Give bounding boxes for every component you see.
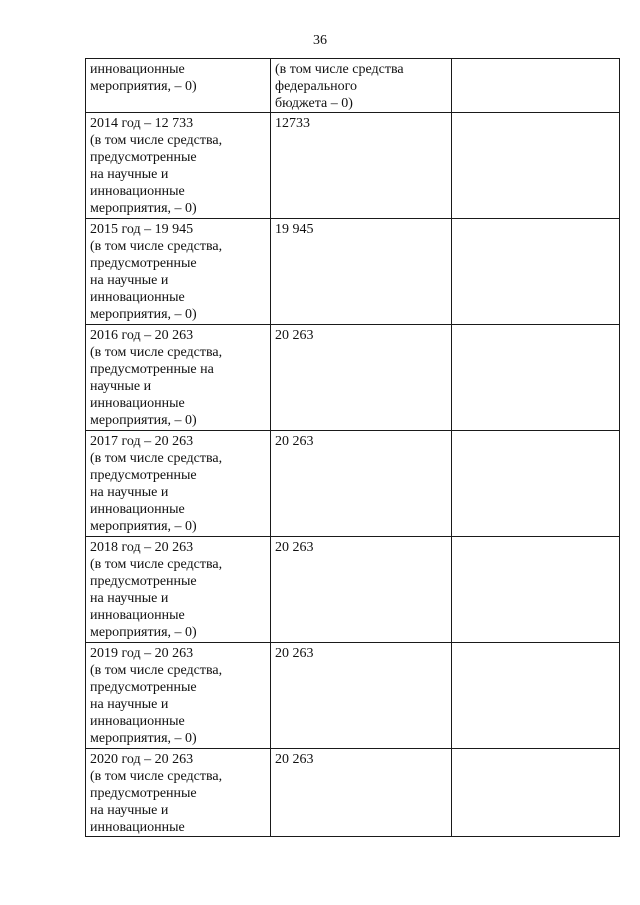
table-row <box>86 643 620 749</box>
table-cell-period <box>86 537 271 643</box>
table-cell-empty <box>452 113 620 219</box>
table-cell-empty <box>452 219 620 325</box>
table-row <box>86 749 620 837</box>
cell-text: 12733 <box>275 116 310 131</box>
cell-text: 20 263 <box>275 328 314 343</box>
table-cell-empty <box>452 749 620 837</box>
table-cell-amount <box>271 431 452 537</box>
table-row <box>86 431 620 537</box>
table-cell-period <box>86 431 271 537</box>
table-cell-amount <box>271 325 452 431</box>
table-row <box>86 325 620 431</box>
table-row <box>86 59 620 113</box>
page-number: 36 <box>313 33 327 48</box>
cell-text: 20 263 <box>275 434 314 449</box>
table-cell-period <box>86 113 271 219</box>
cell-text: 20 263 <box>275 646 314 661</box>
table-cell-period <box>86 59 271 113</box>
cell-text: 20 263 <box>275 752 314 767</box>
table-cell-amount <box>271 537 452 643</box>
cell-text: 2015 год – 19 945 (в том числе средства, предусмотренные на научные и инновационные мероприятия, – 0) <box>90 222 223 322</box>
table-cell-amount <box>271 59 452 113</box>
cell-text: 2016 год – 20 263 (в том числе средства, предусмотренные на научные и инновационные мероприятия, – 0) <box>90 328 223 428</box>
table-cell-amount <box>271 219 452 325</box>
table-cell-period <box>86 219 271 325</box>
table-cell-empty <box>452 431 620 537</box>
cell-text: 2017 год – 20 263 (в том числе средства, предусмотренные на научные и инновационные мероприятия, – 0) <box>90 434 223 534</box>
table-cell-period <box>86 749 271 837</box>
table-cell-amount <box>271 749 452 837</box>
funding-table <box>85 58 620 837</box>
table-row <box>86 219 620 325</box>
cell-text: 20 263 <box>275 540 314 555</box>
table-cell-empty <box>452 537 620 643</box>
cell-text: 19 945 <box>275 222 314 237</box>
table-cell-amount <box>271 643 452 749</box>
cell-text: 2019 год – 20 263 (в том числе средства, предусмотренные на научные и инновационные мероприятия, – 0) <box>90 646 223 746</box>
table-cell-empty <box>452 643 620 749</box>
table-cell-amount <box>271 113 452 219</box>
table-cell-period <box>86 643 271 749</box>
table-cell-empty <box>452 59 620 113</box>
table-row <box>86 113 620 219</box>
table-cell-empty <box>452 325 620 431</box>
cell-text: 2014 год – 12 733 (в том числе средства, предусмотренные на научные и инновационные мероприятия, – 0) <box>90 116 223 216</box>
cell-text: инновационные мероприятия, – 0) <box>90 62 197 94</box>
table-row <box>86 537 620 643</box>
table-cell-period <box>86 325 271 431</box>
cell-text: 2018 год – 20 263 (в том числе средства, предусмотренные на научные и инновационные мероприятия, – 0) <box>90 540 223 640</box>
cell-text: 2020 год – 20 263 (в том числе средства, предусмотренные на научные и инновационные <box>90 752 223 835</box>
cell-text: (в том числе средства федерального бюджета – 0) <box>275 62 404 111</box>
